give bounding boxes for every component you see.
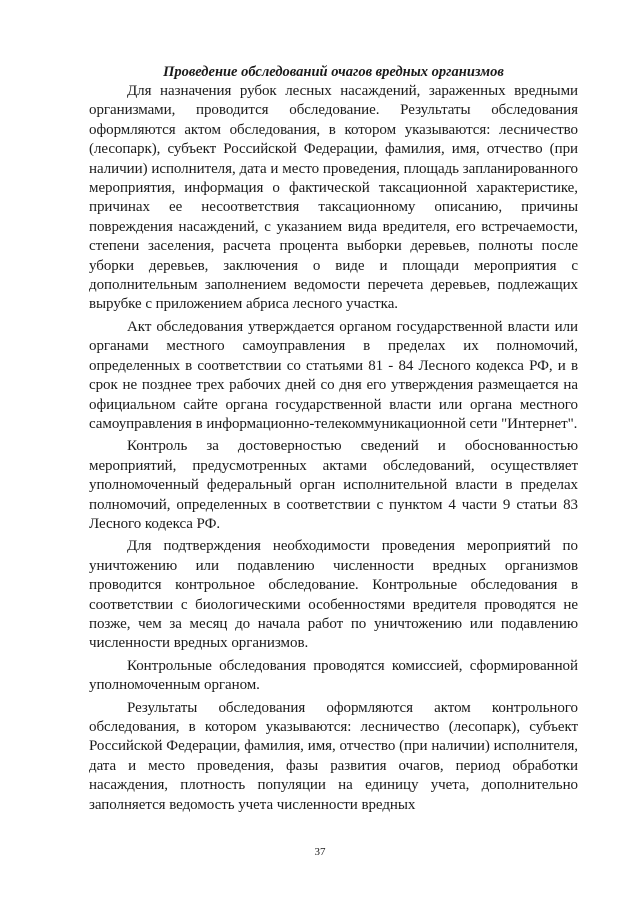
paragraph-5: Контрольные обследования проводятся комиссией, сформированной уполномоченным органом. (89, 657, 578, 694)
paragraph-3: Контроль за достоверностью сведений и обоснованностью мероприятий, предусмотренных актами обследований, осуществляет уполномоченный федеральный орган исполнительной власти в пределах полномочий, определенных в соответствии с пунктом 4 части 9 статьи 83 Лесного кодекса РФ. (89, 438, 578, 532)
page-number: 37 (314, 846, 326, 858)
paragraph-1: Для назначения рубок лесных насаждений, зараженных вредными организмами, проводится обследование. Результаты обследования оформляются актом обследования, в котором указываются: лесничество (лесопарк), субъект Российской Федерации, фамилия, имя, отчество (при наличии) исполнителя, дата и место проведения, площадь запланированного мероприятия, информация о фактической таксационной характеристике, причинах ее несоответствия таксационному описанию, причины повреждения насаждений, с указанием вида вредителя, его встречаемости, степени заселения, расчета процента выборки деревьев, полноты после уборки деревьев, заключения о виде и площади мероприятия с дополнительным заполнением ведомости перечета деревьев, подлежащих вырубке с приложением абриса лесного участка. (89, 83, 578, 313)
paragraph-6: Результаты обследования оформляются актом контрольного обследования, в котором указываются: лесничество (лесопарк), субъект Российской Федерации, фамилия, имя, отчество (при наличии) исполнителя, дата и место проведения, фазы развития очагов, период обработки насаждения, плотность популяции на единицу учета, дополнительно заполняется ведомость учета численности вредных (89, 699, 578, 813)
section-heading: Проведение обследований очагов вредных организмов (163, 64, 504, 80)
paragraph-4: Для подтверждения необходимости проведения мероприятий по уничтожению или подавлению численности вредных организмов проводится контрольное обследование. Контрольные обследования в соответствии с биологическими особенностями вредителя проводятся не позже, чем за месяц до начала работ по уничтожению или подавлению численности вредных организмов. (89, 538, 578, 652)
paragraph-2: Акт обследования утверждается органом государственной власти или органами местного самоуправления в пределах их полномочий, определенных в соответствии со статьями 81 - 84 Лесного кодекса РФ, и в срок не позднее трех рабочих дней со дня его утверждения размещается на официальном сайте органа государственной власти или органа местного самоуправления в информационно-телекоммуникационной сети "Интернет". (89, 318, 578, 432)
document-page (89, 62, 578, 818)
